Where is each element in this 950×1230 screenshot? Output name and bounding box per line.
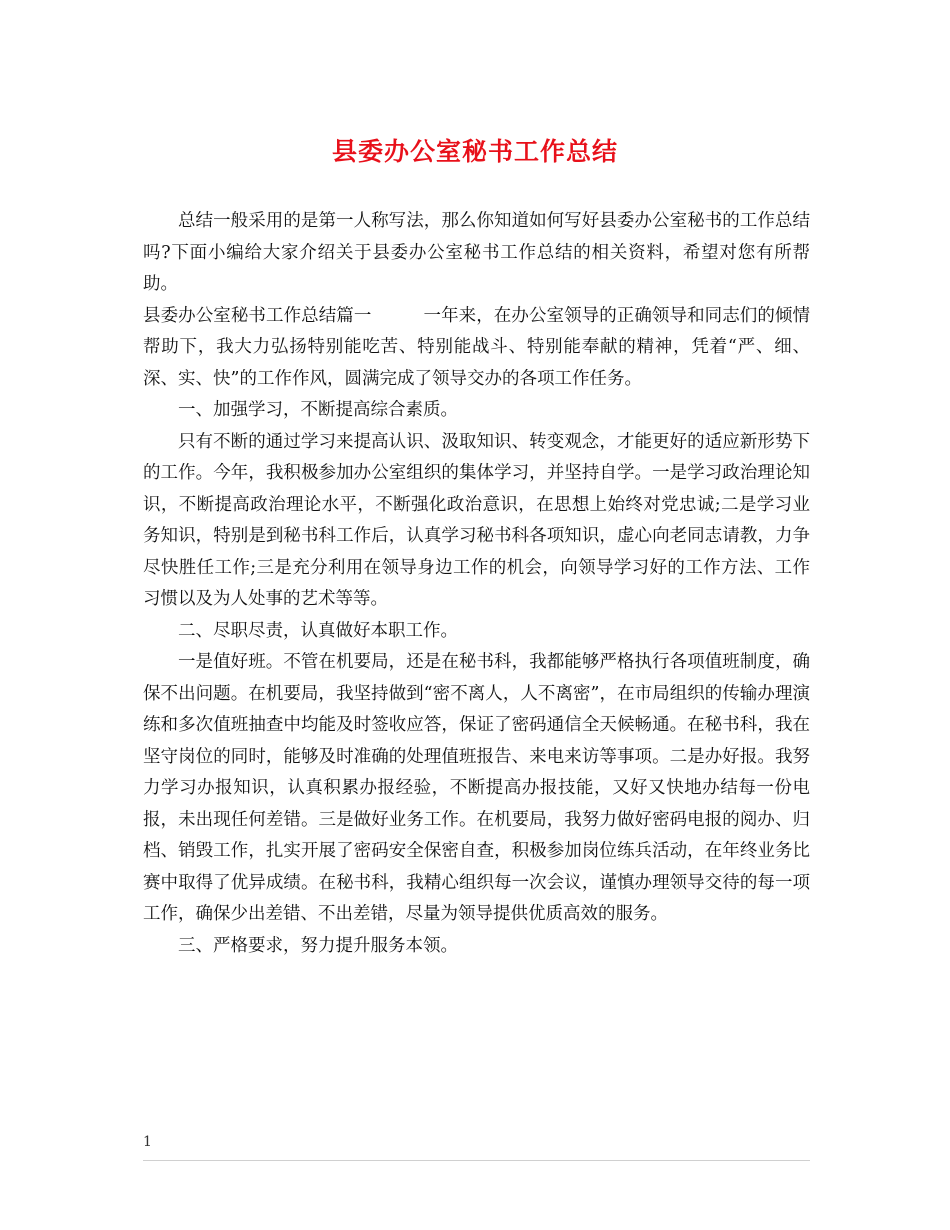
page-number: 1 [143,1134,152,1150]
duty-paragraph: 一是值好班。不管在机要局，还是在秘书科，我都能够严格执行各项值班制度，确保不出问题。在机要局，我坚持做到“密不离人，人不离密”，在市局组织的传输办理演练和多次值班抽查中均能及时签收应答，保证了密码通信全天候畅通。在秘书科，我在坚守岗位的同时，能够及时准确的处理值班报告、来电来访等事项。二是办好报。我努力学习办报知识，认真积累办报经验，不断提高办报技能，又好又快地办结每一份电报，未出现任何差错。三是做好业务工作。在机要局，我努力做好密码电报的阅办、归档、销毁工作，扎实开展了密码安全保密自查，积极参加岗位练兵活动，在年终业务比赛中取得了优异成绩。在秘书科，我精心组织每一次会议，谨慎办理领导交待的每一项工作，确保少出差错、不出差错，尽量为领导提供优质高效的服务。 [143,652,810,924]
section-opening-text: 一年来，在办公室领导的正确领导和同志们的倾情帮助下，我大力弘扬特别能吃苦、特别能战斗、特别能奉献的精神，凭着“严、细、深、实、快”的工作作风，圆满完成了领导交办的各项工作任务。 [143,305,811,389]
document-title: 县委办公室秘书工作总结 [331,137,618,166]
section-heading: 县委办公室秘书工作总结篇一 [143,305,372,326]
document-body [143,206,810,962]
heading-three: 三、严格要求，努力提升服务本领。 [178,935,458,956]
intro-paragraph: 总结一般采用的是第一人称写法，那么你知道如何写好县委办公室秘书的工作总结吗?下面小编给大家介绍关于县委办公室秘书工作总结的相关资料，希望对您有所帮助。 [143,211,810,294]
study-paragraph: 只有不断的通过学习来提高认识、汲取知识、转变观念，才能更好的适应新形势下的工作。今年，我积极参加办公室组织的集体学习，并坚持自学。一是学习政治理论知识，不断提高政治理论水平，不断强化政治意识，在思想上始终对党忠诚;二是学习业务知识，特别是到秘书科工作后，认真学习秘书科各项知识，虚心向老同志请教，力争尽快胜任工作;三是充分利用在领导身边工作的机会，向领导学习好的工作方法、工作习惯以及为人处事的艺术等等。 [143,431,810,609]
footer-divider [143,1160,810,1161]
heading-one: 一、加强学习，不断提高综合素质。 [178,400,458,420]
section-paragraph [143,301,810,396]
heading-two: 二、尽职尽责，认真做好本职工作。 [178,620,458,641]
